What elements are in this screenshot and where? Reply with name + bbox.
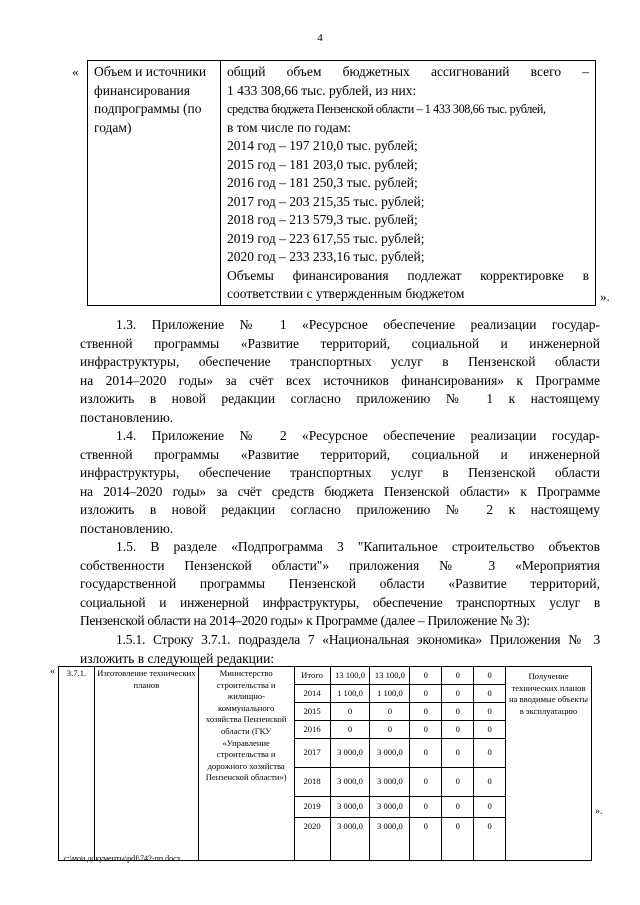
value-cell: 0: [474, 685, 506, 703]
funding-line: 2017 год – 203 215,35 тыс. рублей;: [227, 193, 425, 209]
funding-values-cell: [221, 61, 596, 306]
value-cell: 3 000,0: [330, 797, 370, 818]
paragraph-1-5-1: [80, 631, 600, 668]
value-cell: 0: [474, 797, 506, 818]
paragraph-line: 1.3. Приложение № 1 «Ресурсное обеспечение реализации государ-: [116, 317, 600, 332]
value-cell: 0: [474, 739, 506, 768]
funding-line: в том числе по годам:: [227, 119, 352, 135]
value-cell: 0: [442, 768, 474, 797]
value-cell: 0: [474, 768, 506, 797]
value-cell: 0: [442, 703, 474, 721]
paragraph-line: 1.5. В разделе «Подпрограмма 3 "Капитальное строительство объектов: [116, 539, 600, 554]
paragraph-line: на 2014–2020 годы» за счёт средств бюджета Пензенской области» к Программе: [80, 483, 600, 499]
paragraph-1-5: [80, 538, 600, 631]
value-cell: 0: [330, 721, 370, 739]
year-cell: 2020: [294, 818, 330, 861]
paragraph-line: государственной программы Пензенской области «Развитие территорий,: [80, 576, 600, 592]
funding-line: 2019 год – 223 617,55 тыс. рублей;: [227, 230, 425, 246]
value-cell: 0: [442, 721, 474, 739]
year-cell: 2016: [294, 721, 330, 739]
funding-line: 2015 год – 181 203,0 тыс. рублей;: [227, 156, 418, 172]
value-cell: 0: [410, 721, 442, 739]
paragraph-line: ственной программы «Развитие территорий, социальной и инженерной: [80, 335, 600, 351]
measure-number: 3.7.1.: [59, 667, 95, 861]
measure-executor: Министерство строительства и жилищно-коммунального хозяйства Пензенской области (ГКУ «Управление строительства и дорожного хозяйства Пензенской области»): [198, 667, 294, 861]
funding-line: 2020 год – 233 233,16 тыс. рублей;: [227, 249, 425, 264]
paragraph-line: на 2014–2020 годы» за счёт всех источников финансирования» к Программе: [80, 372, 600, 388]
paragraph-line: изложить в следующей редакции:: [80, 650, 275, 666]
paragraph-line: постановлению.: [80, 520, 174, 536]
value-cell: 1 100,0: [370, 685, 410, 703]
paragraph-line: инфраструктуры, обеспечение транспортных услуг в Пензенской области: [80, 465, 600, 481]
value-cell: 0: [410, 768, 442, 797]
year-cell: 2019: [294, 797, 330, 818]
value-cell: 0: [442, 739, 474, 768]
measure-table: [58, 666, 592, 861]
open-quote-1: «: [72, 64, 79, 79]
value-cell: 3 000,0: [370, 739, 410, 768]
value-cell: 0: [330, 703, 370, 721]
value-cell: 0: [410, 797, 442, 818]
value-cell: 3 000,0: [370, 768, 410, 797]
open-quote-2: «: [50, 666, 55, 677]
value-cell: 0: [474, 667, 506, 685]
paragraph-line: изложить в новой редакции согласно приложению № 1 к настоящему: [80, 391, 600, 407]
year-cell: 2015: [294, 703, 330, 721]
value-cell: 3 000,0: [330, 739, 370, 768]
page-number: 4: [317, 32, 323, 44]
value-cell: 13 100,0: [370, 667, 410, 685]
paragraph-line: изложить в новой редакции согласно приложению № 2 к настоящему: [80, 502, 600, 518]
paragraph-1-4: [80, 427, 600, 539]
value-cell: 0: [370, 721, 410, 739]
paragraph-line: постановлению.: [80, 409, 174, 425]
value-cell: 0: [442, 797, 474, 818]
funding-line: 2016 год – 181 250,3 тыс. рублей;: [227, 175, 418, 190]
close-quote-1: ».: [600, 289, 610, 304]
paragraph-1-3: [80, 316, 600, 428]
funding-line: средства бюджета Пензенской области – 1 433 308,66 тыс. рублей,: [227, 102, 546, 116]
paragraph-line: 1.5.1. Строку 3.7.1. подраздела 7 «Национальная экономика» Приложения № 3: [116, 632, 600, 647]
year-cell: 2017: [294, 739, 330, 768]
paragraph-line: ственной программы «Развитие территорий, социальной и инженерной: [80, 446, 600, 462]
value-cell: 0: [410, 685, 442, 703]
funding-label-cell: Объем и источники финансирования подпрограммы (по годам): [88, 61, 221, 306]
value-cell: 0: [410, 818, 442, 861]
value-cell: 0: [442, 818, 474, 861]
year-cell: 2014: [294, 685, 330, 703]
close-quote-2: ».: [595, 806, 603, 817]
file-path-footer: c:\мои документы\pdf\742-пп.docx: [64, 854, 181, 863]
year-cell: Итого: [294, 667, 330, 685]
value-cell: 3 000,0: [330, 818, 370, 861]
value-cell: 0: [410, 667, 442, 685]
value-cell: 0: [474, 721, 506, 739]
funding-line: 2014 год – 197 210,0 тыс. рублей;: [227, 138, 418, 153]
funding-line: 2018 год – 213 579,3 тыс. рублей;: [227, 212, 418, 227]
value-cell: 0: [410, 739, 442, 768]
paragraph-line: социальной и инженерной инфраструктуры, обеспечение транспортных услуг в: [80, 594, 600, 610]
measure-result: Получение технических планов на вводимые объекты в эксплуатацию: [506, 667, 592, 861]
funding-table: [87, 60, 596, 306]
value-cell: 0: [410, 703, 442, 721]
paragraph-line: 1.4. Приложение № 2 «Ресурсное обеспечение реализации государ-: [116, 428, 600, 443]
measure-name: Изготовление технических планов: [94, 667, 198, 861]
paragraph-line: Пензенской области на 2014–2020 годы» к Программе (далее – Приложение № 3):: [80, 613, 530, 629]
value-cell: 0: [370, 703, 410, 721]
value-cell: 0: [474, 703, 506, 721]
value-cell: 3 000,0: [370, 818, 410, 861]
funding-line: общий объем бюджетных ассигнований всего –: [227, 64, 589, 79]
year-cell: 2018: [294, 768, 330, 797]
value-cell: 13 100,0: [330, 667, 370, 685]
paragraph-line: инфраструктуры, обеспечение транспортных услуг в Пензенской области: [80, 354, 600, 370]
value-cell: 0: [442, 667, 474, 685]
value-cell: 0: [442, 685, 474, 703]
value-cell: 0: [474, 818, 506, 861]
paragraph-line: собственности Пензенской области"» приложения № 3 «Мероприятия: [80, 557, 600, 573]
value-cell: 1 100,0: [330, 685, 370, 703]
value-cell: 3 000,0: [330, 768, 370, 797]
funding-line: Объемы финансирования подлежат корректировке в: [227, 267, 589, 283]
funding-line: 1 433 308,66 тыс. рублей, из них:: [227, 82, 417, 98]
value-cell: 3 000,0: [370, 797, 410, 818]
funding-line: соответствии с утвержденным бюджетом: [227, 286, 465, 301]
